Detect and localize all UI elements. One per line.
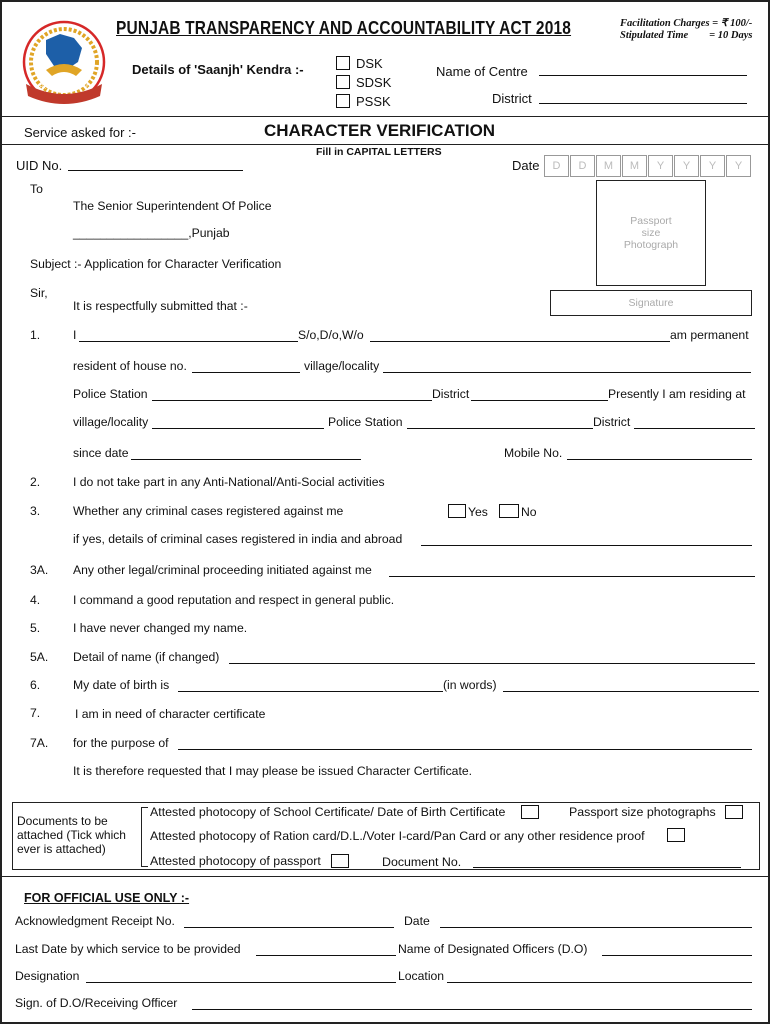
official-use-title: FOR OFFICIAL USE ONLY :- [24, 891, 190, 905]
item-7-text: I am in need of character certificate [75, 707, 266, 721]
dob-field[interactable] [178, 691, 443, 692]
date-boxes[interactable] [544, 155, 752, 177]
photo-text-1: Passport [630, 215, 672, 227]
item-1-number: 1. [30, 328, 41, 342]
submission-line: It is respectfully submitted that :- [73, 299, 248, 313]
item-7a-text: for the purpose of [73, 736, 169, 750]
school-certificate-checkbox[interactable] [521, 805, 539, 819]
designation-field[interactable] [86, 982, 396, 983]
sdsk-checkbox[interactable] [336, 75, 350, 89]
item-6-text: My date of birth is [73, 678, 170, 692]
service-label: Service asked for :- [24, 125, 136, 140]
present-district-field[interactable] [634, 428, 755, 429]
date-box-y2[interactable]: Y [674, 155, 699, 177]
saanjh-logo-icon [16, 18, 112, 114]
residence-proof-label: Attested photocopy of Ration card/D.L./Voter I-card/Pan Card or any other residence proof [150, 829, 645, 843]
documents-label: Documents to be attached (Tick which ever is attached) [17, 814, 126, 856]
item-3a-number: 3A. [30, 563, 49, 577]
ack-receipt-label: Acknowledgment Receipt No. [15, 914, 175, 928]
item-5a-number: 5A. [30, 650, 49, 664]
date-box-y4[interactable]: Y [726, 155, 751, 177]
village-field[interactable] [383, 372, 751, 373]
document-no-field[interactable] [473, 867, 741, 868]
signature-box[interactable]: Signature [550, 290, 752, 316]
item-4-number: 4. [30, 593, 41, 607]
capital-letters-note: Fill in CAPITAL LETTERS [316, 146, 442, 158]
documents-bracket [141, 807, 148, 867]
act-title: PUNJAB TRANSPARENCY AND ACCOUNTABILITY ACT 2018 [116, 18, 572, 38]
mobile-label: Mobile No. [504, 446, 563, 460]
date-box-m1[interactable]: M [596, 155, 621, 177]
item-7-number: 7. [30, 706, 41, 720]
district-field[interactable] [471, 400, 608, 401]
service-title: CHARACTER VERIFICATION [264, 121, 496, 140]
kendra-label: Details of 'Saanjh' Kendra :- [132, 62, 304, 77]
photo-text-2: size [641, 227, 661, 239]
last-date-field[interactable] [256, 955, 396, 956]
since-date-label: since date [73, 446, 129, 460]
official-date-field[interactable] [440, 927, 752, 928]
no-label: No [521, 505, 537, 519]
date-box-d2[interactable]: D [570, 155, 595, 177]
date-box-d1[interactable]: D [544, 155, 569, 177]
uid-label: UID No. [16, 158, 63, 173]
passport-photo-box[interactable] [596, 180, 706, 286]
addressee-line: The Senior Superintendent Of Police [73, 199, 272, 213]
residence-proof-checkbox[interactable] [667, 828, 685, 842]
centre-name-field[interactable] [539, 75, 747, 76]
permanent-label: am permanent [670, 328, 749, 342]
passport-copy-checkbox[interactable] [331, 854, 349, 868]
stipulated-time: Stipulated Time = 10 Days [620, 30, 753, 41]
applicant-name-field[interactable] [79, 341, 298, 342]
do-sign-label: Sign. of D.O/Receiving Officer [15, 996, 178, 1010]
designated-officer-label: Name of Designated Officers (D.O) [398, 942, 588, 956]
village-label: village/locality [304, 359, 380, 373]
item-7a-number: 7A. [30, 736, 49, 750]
logo-ribbon-text: ਸੇਵਾ · ਸਾਂਝ · ਸੁਰੱਖਿਆ [39, 84, 89, 90]
item-3-number: 3. [30, 504, 41, 518]
present-village-field[interactable] [152, 428, 324, 429]
dsk-label: DSK [356, 56, 383, 71]
photographs-label: Passport size photographs [569, 805, 716, 819]
house-no-field[interactable] [192, 372, 300, 373]
header-district-label: District [492, 91, 532, 106]
since-date-field[interactable] [131, 459, 361, 460]
location-field[interactable] [447, 982, 752, 983]
photographs-checkbox[interactable] [725, 805, 743, 819]
purpose-field[interactable] [178, 749, 752, 750]
location-label: Location [398, 969, 445, 983]
document-no-label: Document No. [382, 855, 462, 869]
criminal-details-field[interactable] [421, 545, 752, 546]
header-district-field[interactable] [539, 103, 747, 104]
punjab-district-line[interactable]: _________________,Punjab [73, 226, 230, 240]
closing-request: It is therefore requested that I may please be issued Character Certificate. [73, 764, 473, 778]
pssk-checkbox[interactable] [336, 94, 350, 108]
designation-label: Designation [15, 969, 80, 983]
criminal-details-label: if yes, details of criminal cases registered in india and abroad [73, 532, 403, 546]
sdsk-label: SDSK [356, 75, 392, 90]
legal-proceeding-field[interactable] [389, 576, 755, 577]
school-certificate-label: Attested photocopy of School Certificate/ Date of Birth Certificate [150, 805, 506, 819]
date-box-y3[interactable]: Y [700, 155, 725, 177]
yes-checkbox[interactable] [448, 504, 466, 518]
item-6-number: 6. [30, 678, 41, 692]
subject-line: Subject :- Application for Character Verification [30, 257, 282, 271]
designated-officer-field[interactable] [602, 955, 752, 956]
in-words-label: (in words) [443, 678, 497, 692]
present-district-label: District [593, 415, 631, 429]
item-5-text: I have never changed my name. [73, 621, 248, 635]
header-divider [2, 116, 768, 117]
salutation: Sir, [30, 286, 48, 300]
yes-label: Yes [468, 505, 488, 519]
official-divider [2, 876, 768, 877]
police-station-label: Police Station [73, 387, 148, 401]
to-label: To [30, 182, 43, 196]
last-date-label: Last Date by which service to be provided [15, 942, 241, 956]
item-3-text: Whether any criminal cases registered against me [73, 504, 344, 518]
item-5-number: 5. [30, 621, 41, 635]
date-box-y1[interactable]: Y [648, 155, 673, 177]
changed-name-field[interactable] [229, 663, 755, 664]
photo-text-3: Photograph [623, 239, 679, 251]
item-4-text: I command a good reputation and respect in general public. [73, 593, 395, 607]
date-box-m2[interactable]: M [622, 155, 647, 177]
relation-label: S/o,D/o,W/o [298, 328, 364, 342]
present-police-station-field[interactable] [407, 428, 593, 429]
dob-words-field[interactable] [503, 691, 759, 692]
item-3a-text: Any other legal/criminal proceeding initiated against me [73, 563, 372, 577]
uid-field[interactable] [68, 170, 243, 171]
documents-box [12, 802, 760, 870]
centre-name-label: Name of Centre [436, 64, 528, 79]
presently-residing-label: Presently I am residing at [608, 387, 746, 401]
service-divider [2, 144, 768, 145]
mobile-field[interactable] [567, 459, 752, 460]
no-checkbox[interactable] [499, 504, 519, 518]
police-station-field[interactable] [152, 400, 432, 401]
district-label: District [432, 387, 470, 401]
present-police-station-label: Police Station [328, 415, 403, 429]
official-date-label: Date [404, 914, 430, 928]
do-sign-field[interactable] [192, 1009, 752, 1010]
passport-copy-label: Attested photocopy of passport [150, 854, 321, 868]
pssk-label: PSSK [356, 94, 391, 109]
present-village-label: village/locality [73, 415, 149, 429]
dsk-checkbox[interactable] [336, 56, 350, 70]
item-2-number: 2. [30, 475, 41, 489]
parent-name-field[interactable] [370, 341, 670, 342]
item-1-i-label: I [73, 328, 77, 342]
date-label: Date [512, 158, 540, 173]
ack-receipt-field[interactable] [184, 927, 394, 928]
facilitation-charges: Facilitation Charges = ₹ 100/- [620, 18, 753, 29]
item-2-text: I do not take part in any Anti-National/Anti-Social activities [73, 475, 385, 489]
house-no-label: resident of house no. [73, 359, 187, 373]
item-5a-text: Detail of name (if changed) [73, 650, 220, 664]
